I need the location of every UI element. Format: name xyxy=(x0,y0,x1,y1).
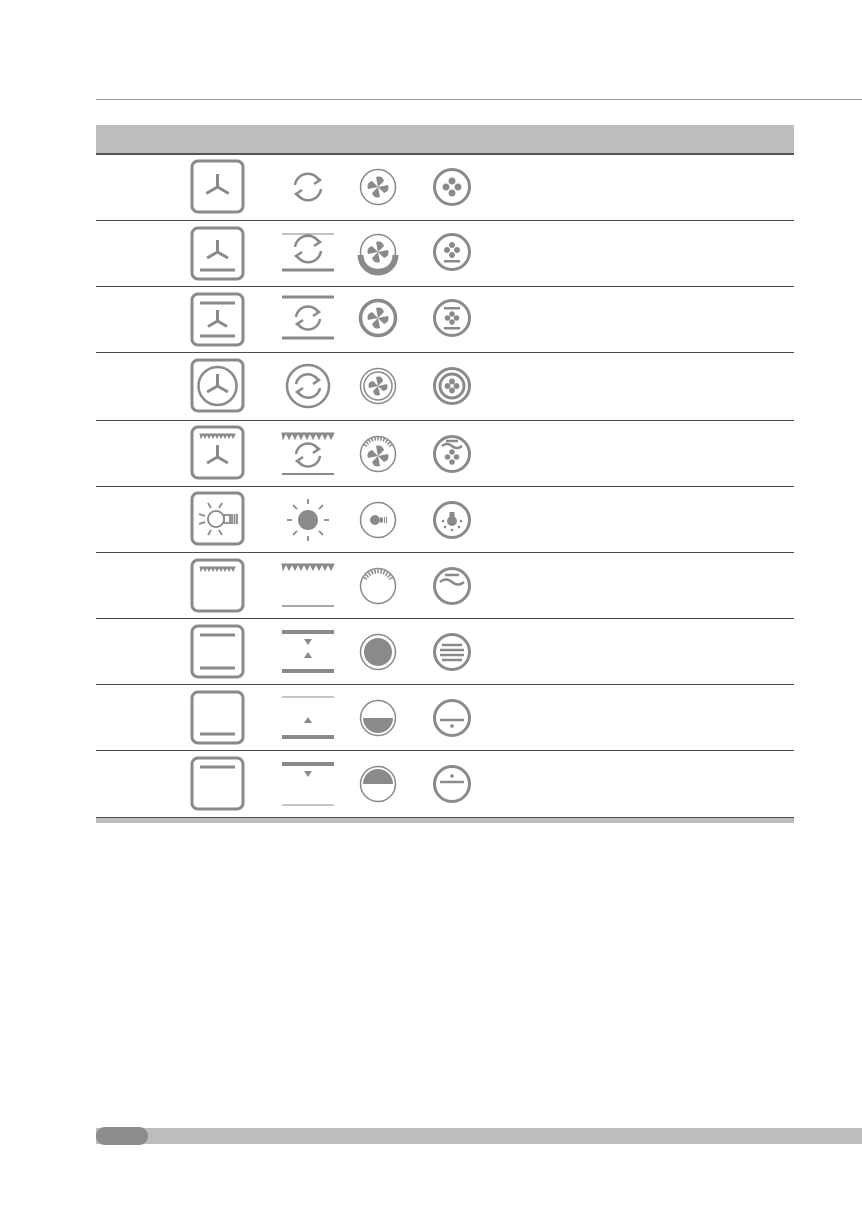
bottom-heat-square-icon xyxy=(192,692,243,743)
grill-circle-icon xyxy=(361,569,396,604)
table-row xyxy=(96,221,794,287)
fan-filled-circle-icon xyxy=(361,301,396,336)
fan-top-bottom-outline-icon xyxy=(435,301,470,336)
row-icons xyxy=(96,155,794,220)
fan-outline-icon xyxy=(435,170,470,205)
top-bottom-heat-square-icon xyxy=(192,626,243,677)
table-header xyxy=(96,125,794,155)
cycle-top-bottom-icon xyxy=(282,297,334,338)
fan-bottom-outline-icon xyxy=(435,235,470,270)
grill-wave-icon xyxy=(435,569,470,604)
table-row xyxy=(96,421,794,487)
row-icons xyxy=(96,221,794,286)
top-rule xyxy=(96,99,862,100)
fan-grill-circle-icon xyxy=(361,437,396,472)
fan-half-circle-icon xyxy=(361,235,396,273)
table-row xyxy=(96,353,794,421)
row-icons xyxy=(96,421,794,486)
bottom-arrow-icon xyxy=(282,697,334,737)
row-icons xyxy=(96,287,794,352)
table-row xyxy=(96,685,794,751)
fan-bottom-square-icon xyxy=(192,228,243,279)
bottom-line-circle-icon xyxy=(435,701,470,736)
top-line-circle-icon xyxy=(435,767,470,802)
full-circle-icon xyxy=(361,635,396,670)
fan-double-circle-icon xyxy=(361,369,396,404)
fan-grill-outline-icon xyxy=(435,437,470,472)
row-icons xyxy=(96,619,794,684)
table-row xyxy=(96,155,794,221)
grill-lines-icon xyxy=(282,564,334,606)
fan-top-bottom-square-icon xyxy=(192,294,243,345)
table-row xyxy=(96,487,794,553)
row-icons xyxy=(96,685,794,750)
top-bottom-arrows-icon xyxy=(282,632,334,671)
table-row xyxy=(96,751,794,818)
row-icons xyxy=(96,353,794,420)
fan-ring-outline-icon xyxy=(435,369,470,404)
fan-square-icon xyxy=(192,161,243,212)
lines-circle-icon xyxy=(435,635,470,670)
grill-square-icon xyxy=(192,560,243,611)
top-half-circle-icon xyxy=(361,767,396,802)
row-icons xyxy=(96,751,794,817)
cycle-ring-icon xyxy=(287,365,329,407)
sun-icon xyxy=(287,499,329,541)
fan-ring-square-icon xyxy=(192,360,243,411)
footer-bar xyxy=(96,1128,862,1144)
cycle-grill-icon xyxy=(282,433,334,474)
lamp-outline-icon xyxy=(435,503,470,538)
top-heat-square-icon xyxy=(192,758,243,809)
lamp-circle-icon xyxy=(361,503,396,538)
table-row xyxy=(96,553,794,619)
fan-circle-icon xyxy=(361,170,396,205)
row-icons xyxy=(96,553,794,618)
lamp-square-icon xyxy=(192,493,243,544)
table-row xyxy=(96,287,794,353)
cycle-bottom-icon xyxy=(282,234,334,270)
table-row xyxy=(96,619,794,685)
top-arrow-icon xyxy=(282,764,334,805)
row-icons xyxy=(96,487,794,552)
footer-tab xyxy=(96,1127,148,1145)
arrows-cycle-icon xyxy=(295,174,321,201)
bottom-half-circle-icon xyxy=(361,701,396,736)
fan-grill-square-icon xyxy=(192,427,243,478)
oven-function-table xyxy=(96,125,794,823)
table-bottom-bar xyxy=(96,818,794,823)
